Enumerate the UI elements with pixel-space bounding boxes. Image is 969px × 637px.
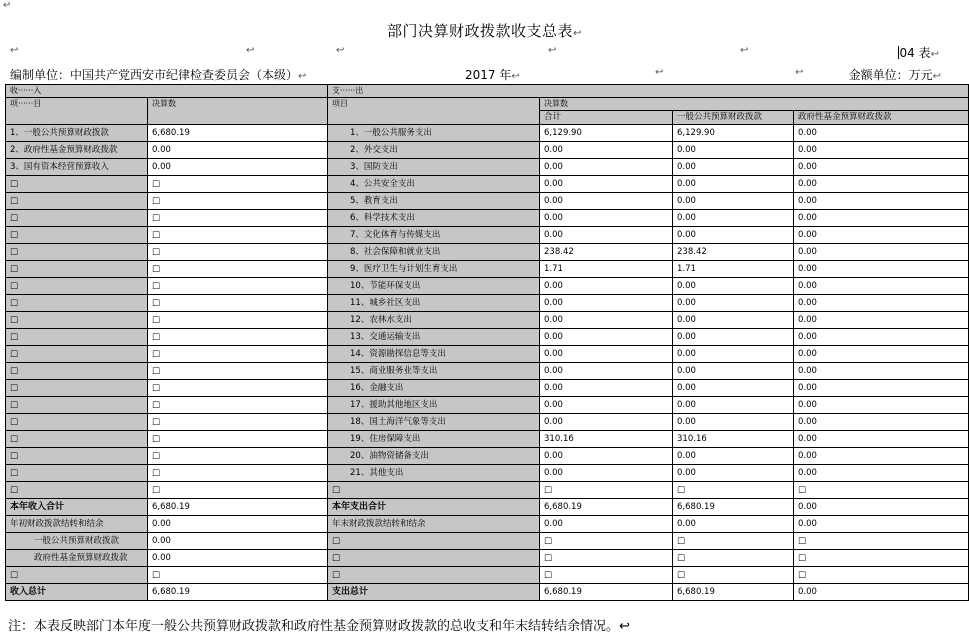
expense-general-cell: 0.00 xyxy=(673,329,794,346)
expense-total-cell: □ xyxy=(540,550,673,567)
expense-fund-cell: □ xyxy=(794,533,969,550)
table-row xyxy=(6,244,969,261)
income-amount-cell: □ xyxy=(148,431,328,448)
form-number-text: 04 表 xyxy=(899,46,931,60)
expense-total-cell: 6,680.19 xyxy=(540,499,673,516)
cell-end-mark: ↩ xyxy=(573,28,582,39)
income-amount-cell: □ xyxy=(148,329,328,346)
expense-total-cell: 0.00 xyxy=(540,159,673,176)
expense-general-cell: □ xyxy=(673,550,794,567)
expense-item-cell: 2、外交支出 xyxy=(328,142,540,159)
expense-item-cell: 3、国防支出 xyxy=(328,159,540,176)
cell-end-mark: ↩ xyxy=(298,71,307,82)
expense-general-cell: 0.00 xyxy=(673,380,794,397)
income-item-cell: 年初财政拨款结转和结余 xyxy=(6,516,148,533)
income-amount-cell: □ xyxy=(148,210,328,227)
income-item-cell: 政府性基金预算财政拨款 xyxy=(6,550,148,567)
report-title xyxy=(0,20,969,41)
unit-label xyxy=(849,66,941,83)
income-amount-cell: □ xyxy=(148,414,328,431)
income-amount-cell: □ xyxy=(148,261,328,278)
expense-general-cell: 0.00 xyxy=(673,295,794,312)
meta-row xyxy=(0,64,969,82)
year-label xyxy=(465,66,520,83)
col-expense-amount: 决算数 xyxy=(540,98,969,111)
table-row xyxy=(6,278,969,295)
expense-total-cell: □ xyxy=(540,482,673,499)
income-item-cell: □ xyxy=(6,465,148,482)
report-title-text: 部门决算财政拨款收支总表 xyxy=(387,22,574,40)
income-amount-cell: 0.00 xyxy=(148,550,328,567)
expense-general-cell: 0.00 xyxy=(673,465,794,482)
expense-fund-cell: 0.00 xyxy=(794,295,969,312)
expense-fund-cell: □ xyxy=(794,550,969,567)
expense-item-cell: □ xyxy=(328,567,540,584)
income-item-cell: □ xyxy=(6,363,148,380)
expense-total-cell: 0.00 xyxy=(540,278,673,295)
cell-end-mark: ↩ xyxy=(10,45,19,56)
expense-general-cell: 6,129.90 xyxy=(673,125,794,142)
expense-fund-cell: 0.00 xyxy=(794,176,969,193)
expense-fund-cell: 0.00 xyxy=(794,380,969,397)
expense-fund-cell: □ xyxy=(794,482,969,499)
expense-total-cell: 0.00 xyxy=(540,142,673,159)
income-item-cell: 一般公共预算财政拨款 xyxy=(6,533,148,550)
income-item-cell: □ xyxy=(6,295,148,312)
table-row xyxy=(6,312,969,329)
income-amount-cell: 0.00 xyxy=(148,142,328,159)
expense-fund-cell: 0.00 xyxy=(794,278,969,295)
income-amount-cell: 0.00 xyxy=(148,516,328,533)
table-row xyxy=(6,448,969,465)
column-header-row xyxy=(6,98,969,111)
expense-fund-cell: 0.00 xyxy=(794,465,969,482)
expense-fund-cell: 0.00 xyxy=(794,499,969,516)
expense-item-cell: 21、其他支出 xyxy=(328,465,540,482)
table-row xyxy=(6,142,969,159)
expense-general-cell: 0.00 xyxy=(673,448,794,465)
income-amount-cell: □ xyxy=(148,346,328,363)
year-text: 2017 年 xyxy=(465,68,512,82)
expense-total-cell: 0.00 xyxy=(540,227,673,244)
expense-general-cell: 0.00 xyxy=(673,210,794,227)
expense-fund-cell: 0.00 xyxy=(794,261,969,278)
expense-total-cell: 310.16 xyxy=(540,431,673,448)
expense-general-cell: 0.00 xyxy=(673,176,794,193)
expense-item-cell: 14、资源勘探信息等支出 xyxy=(328,346,540,363)
expense-fund-cell: 0.00 xyxy=(794,448,969,465)
cell-end-mark: ↩ xyxy=(655,67,664,78)
expense-fund-cell: 0.00 xyxy=(794,516,969,533)
expense-item-cell: 6、科学技术支出 xyxy=(328,210,540,227)
income-amount-cell: □ xyxy=(148,397,328,414)
expense-general-cell: 0.00 xyxy=(673,397,794,414)
footnote: 注：本表反映部门本年度一般公共预算财政拨款和政府性基金预算财政拨款的总收支和年末结转结余情况。↩ xyxy=(8,619,630,634)
expense-total-cell: 1.71 xyxy=(540,261,673,278)
expense-item-cell: 13、交通运输支出 xyxy=(328,329,540,346)
income-item-cell: □ xyxy=(6,312,148,329)
expense-fund-cell: 0.00 xyxy=(794,193,969,210)
expense-fund-cell: 0.00 xyxy=(794,125,969,142)
expense-total-cell: 0.00 xyxy=(540,210,673,227)
expense-total-cell: 0.00 xyxy=(540,363,673,380)
expense-item-cell: □ xyxy=(328,482,540,499)
income-item-cell: 2、政府性基金预算财政拨款 xyxy=(6,142,148,159)
expense-general-cell: 1.71 xyxy=(673,261,794,278)
expense-item-cell: 9、医疗卫生与计划生育支出 xyxy=(328,261,540,278)
expense-item-cell: 1、一般公共服务支出 xyxy=(328,125,540,142)
expense-general-cell: 0.00 xyxy=(673,227,794,244)
income-amount-cell: □ xyxy=(148,193,328,210)
table-row xyxy=(6,346,969,363)
text-cursor xyxy=(898,46,899,59)
income-item-cell: □ xyxy=(6,448,148,465)
income-amount-cell: □ xyxy=(148,278,328,295)
expense-fund-cell: 0.00 xyxy=(794,431,969,448)
income-amount-cell: □ xyxy=(148,312,328,329)
expense-fund-cell: 0.00 xyxy=(794,210,969,227)
expense-total-cell: 238.42 xyxy=(540,244,673,261)
table-row xyxy=(6,295,969,312)
expense-general-cell: □ xyxy=(673,567,794,584)
expense-general-cell: 0.00 xyxy=(673,312,794,329)
table-row xyxy=(6,567,969,584)
table-row xyxy=(6,482,969,499)
table-row xyxy=(6,125,969,142)
table-row xyxy=(6,533,969,550)
expense-item-cell: □ xyxy=(328,533,540,550)
expense-total-cell: □ xyxy=(540,567,673,584)
income-item-cell: □ xyxy=(6,414,148,431)
header-marks-row xyxy=(0,45,969,59)
unit-label-text: 金额单位：万元 xyxy=(848,68,933,82)
expense-fund-cell: □ xyxy=(794,567,969,584)
expense-total-cell: 0.00 xyxy=(540,448,673,465)
income-item-cell: □ xyxy=(6,482,148,499)
income-item-cell: □ xyxy=(6,380,148,397)
expense-item-cell: 7、文化体育与传媒支出 xyxy=(328,227,540,244)
income-amount-cell: □ xyxy=(148,380,328,397)
col-expense-item: 项目 xyxy=(328,98,540,125)
expense-item-cell: 12、农林水支出 xyxy=(328,312,540,329)
income-amount-cell: □ xyxy=(148,448,328,465)
col-income-amount: 决算数 xyxy=(148,98,328,125)
expense-total-cell: □ xyxy=(540,533,673,550)
expense-item-cell: 5、教育支出 xyxy=(328,193,540,210)
income-amount-cell: 0.00 xyxy=(148,533,328,550)
col-general-budget: 一般公共预算财政拨款 xyxy=(673,111,794,125)
income-item-cell: □ xyxy=(6,346,148,363)
section-header-row xyxy=(6,85,969,98)
expense-general-cell: 310.16 xyxy=(673,431,794,448)
expense-item-cell: 年末财政拨款结转和结余 xyxy=(328,516,540,533)
expense-total-cell: 0.00 xyxy=(540,516,673,533)
expense-item-cell: 18、国土海洋气象等支出 xyxy=(328,414,540,431)
expense-general-cell: 0.00 xyxy=(673,346,794,363)
expense-general-cell: 238.42 xyxy=(673,244,794,261)
table-row xyxy=(6,414,969,431)
income-amount-cell: 6,680.19 xyxy=(148,125,328,142)
expense-total-cell: 0.00 xyxy=(540,465,673,482)
income-item-cell: □ xyxy=(6,244,148,261)
expense-item-cell: 19、住房保障支出 xyxy=(328,431,540,448)
expense-item-cell: 15、商业服务业等支出 xyxy=(328,363,540,380)
income-amount-cell: □ xyxy=(148,295,328,312)
income-amount-cell: □ xyxy=(148,363,328,380)
cell-end-mark: ↩ xyxy=(511,71,520,82)
expense-general-cell: □ xyxy=(673,533,794,550)
income-header: 收······入 xyxy=(6,85,328,98)
form-number xyxy=(898,44,939,61)
expense-general-cell: 0.00 xyxy=(673,278,794,295)
income-item-cell: □ xyxy=(6,278,148,295)
income-item-cell: □ xyxy=(6,261,148,278)
expense-fund-cell: 0.00 xyxy=(794,584,969,601)
expense-item-cell: 10、节能环保支出 xyxy=(328,278,540,295)
expense-item-cell: □ xyxy=(328,550,540,567)
cell-end-mark: ↩ xyxy=(740,45,749,56)
table-row xyxy=(6,329,969,346)
expense-fund-cell: 0.00 xyxy=(794,329,969,346)
cell-end-mark: ↩ xyxy=(246,45,255,56)
expense-header: 支······出 xyxy=(328,85,969,98)
expense-total-cell: 0.00 xyxy=(540,176,673,193)
income-item-cell: □ xyxy=(6,329,148,346)
cell-end-mark: ↩ xyxy=(930,49,939,60)
income-item-cell: □ xyxy=(6,227,148,244)
table-row xyxy=(6,516,969,533)
expense-total-cell: 0.00 xyxy=(540,295,673,312)
expense-total-cell: 6,680.19 xyxy=(540,584,673,601)
table-row xyxy=(6,363,969,380)
table-row xyxy=(6,193,969,210)
col-income-item: 项······目 xyxy=(6,98,148,125)
income-amount-cell: 6,680.19 xyxy=(148,584,328,601)
cell-end-mark: ↩ xyxy=(548,45,557,56)
expense-fund-cell: 0.00 xyxy=(794,346,969,363)
expense-general-cell: 0.00 xyxy=(673,363,794,380)
expense-item-cell: 11、城乡社区支出 xyxy=(328,295,540,312)
expense-fund-cell: 0.00 xyxy=(794,159,969,176)
table-row xyxy=(6,465,969,482)
expense-item-cell: 4、公共安全支出 xyxy=(328,176,540,193)
expense-fund-cell: 0.00 xyxy=(794,397,969,414)
table-row xyxy=(6,380,969,397)
expense-general-cell: 0.00 xyxy=(673,193,794,210)
income-item-cell: 3、国有资本经营预算收入 xyxy=(6,159,148,176)
org-label xyxy=(10,66,306,83)
expense-general-cell: 6,680.19 xyxy=(673,499,794,516)
paragraph-mark: ↵ xyxy=(3,0,12,11)
org-label-text: 编制单位：中国共产党西安市纪律检查委员会（本级） xyxy=(10,68,299,82)
expense-item-cell: 17、援助其他地区支出 xyxy=(328,397,540,414)
expense-item-cell: 本年支出合计 xyxy=(328,499,540,516)
expense-total-cell: 0.00 xyxy=(540,397,673,414)
expense-fund-cell: 0.00 xyxy=(794,244,969,261)
expense-item-cell: 8、社会保障和就业支出 xyxy=(328,244,540,261)
income-item-cell: □ xyxy=(6,567,148,584)
expense-fund-cell: 0.00 xyxy=(794,363,969,380)
expense-total-cell: 6,129.90 xyxy=(540,125,673,142)
table-body xyxy=(6,85,969,601)
income-item-cell: □ xyxy=(6,397,148,414)
expense-total-cell: 0.00 xyxy=(540,193,673,210)
expense-fund-cell: 0.00 xyxy=(794,227,969,244)
table-row xyxy=(6,431,969,448)
income-amount-cell: □ xyxy=(148,567,328,584)
cell-end-mark: ↩ xyxy=(932,71,941,82)
income-item-cell: □ xyxy=(6,210,148,227)
expense-total-cell: 0.00 xyxy=(540,380,673,397)
income-amount-cell: □ xyxy=(148,465,328,482)
expense-general-cell: 0.00 xyxy=(673,414,794,431)
expense-general-cell: 0.00 xyxy=(673,159,794,176)
table-row xyxy=(6,550,969,567)
fiscal-summary-table xyxy=(5,84,969,601)
col-fund-budget: 政府性基金预算财政拨款 xyxy=(794,111,969,125)
table-row xyxy=(6,499,969,516)
income-amount-cell: □ xyxy=(148,482,328,499)
income-item-cell: 收入总计 xyxy=(6,584,148,601)
expense-total-cell: 0.00 xyxy=(540,329,673,346)
expense-general-cell: 6,680.19 xyxy=(673,584,794,601)
table-row xyxy=(6,584,969,601)
col-total: 合计 xyxy=(540,111,673,125)
table-row xyxy=(6,159,969,176)
income-item-cell: □ xyxy=(6,193,148,210)
cell-end-mark: ↩ xyxy=(336,45,345,56)
income-amount-cell: 0.00 xyxy=(148,159,328,176)
income-item-cell: □ xyxy=(6,431,148,448)
expense-total-cell: 0.00 xyxy=(540,312,673,329)
expense-total-cell: 0.00 xyxy=(540,414,673,431)
income-item-cell: □ xyxy=(6,176,148,193)
expense-general-cell: 0.00 xyxy=(673,516,794,533)
income-item-cell: 1、一般公共预算财政拨款 xyxy=(6,125,148,142)
expense-item-cell: 16、金融支出 xyxy=(328,380,540,397)
income-amount-cell: □ xyxy=(148,227,328,244)
cell-end-mark: ↩ xyxy=(795,67,804,78)
table-row xyxy=(6,176,969,193)
expense-total-cell: 0.00 xyxy=(540,346,673,363)
income-amount-cell: □ xyxy=(148,244,328,261)
income-amount-cell: 6,680.19 xyxy=(148,499,328,516)
expense-general-cell: □ xyxy=(673,482,794,499)
table-row xyxy=(6,397,969,414)
table-row xyxy=(6,227,969,244)
expense-general-cell: 0.00 xyxy=(673,142,794,159)
income-amount-cell: □ xyxy=(148,176,328,193)
expense-fund-cell: 0.00 xyxy=(794,312,969,329)
income-item-cell: 本年收入合计 xyxy=(6,499,148,516)
table-row xyxy=(6,261,969,278)
table-row xyxy=(6,210,969,227)
expense-fund-cell: 0.00 xyxy=(794,414,969,431)
expense-fund-cell: 0.00 xyxy=(794,142,969,159)
expense-item-cell: 支出总计 xyxy=(328,584,540,601)
expense-item-cell: 20、油物资储备支出 xyxy=(328,448,540,465)
